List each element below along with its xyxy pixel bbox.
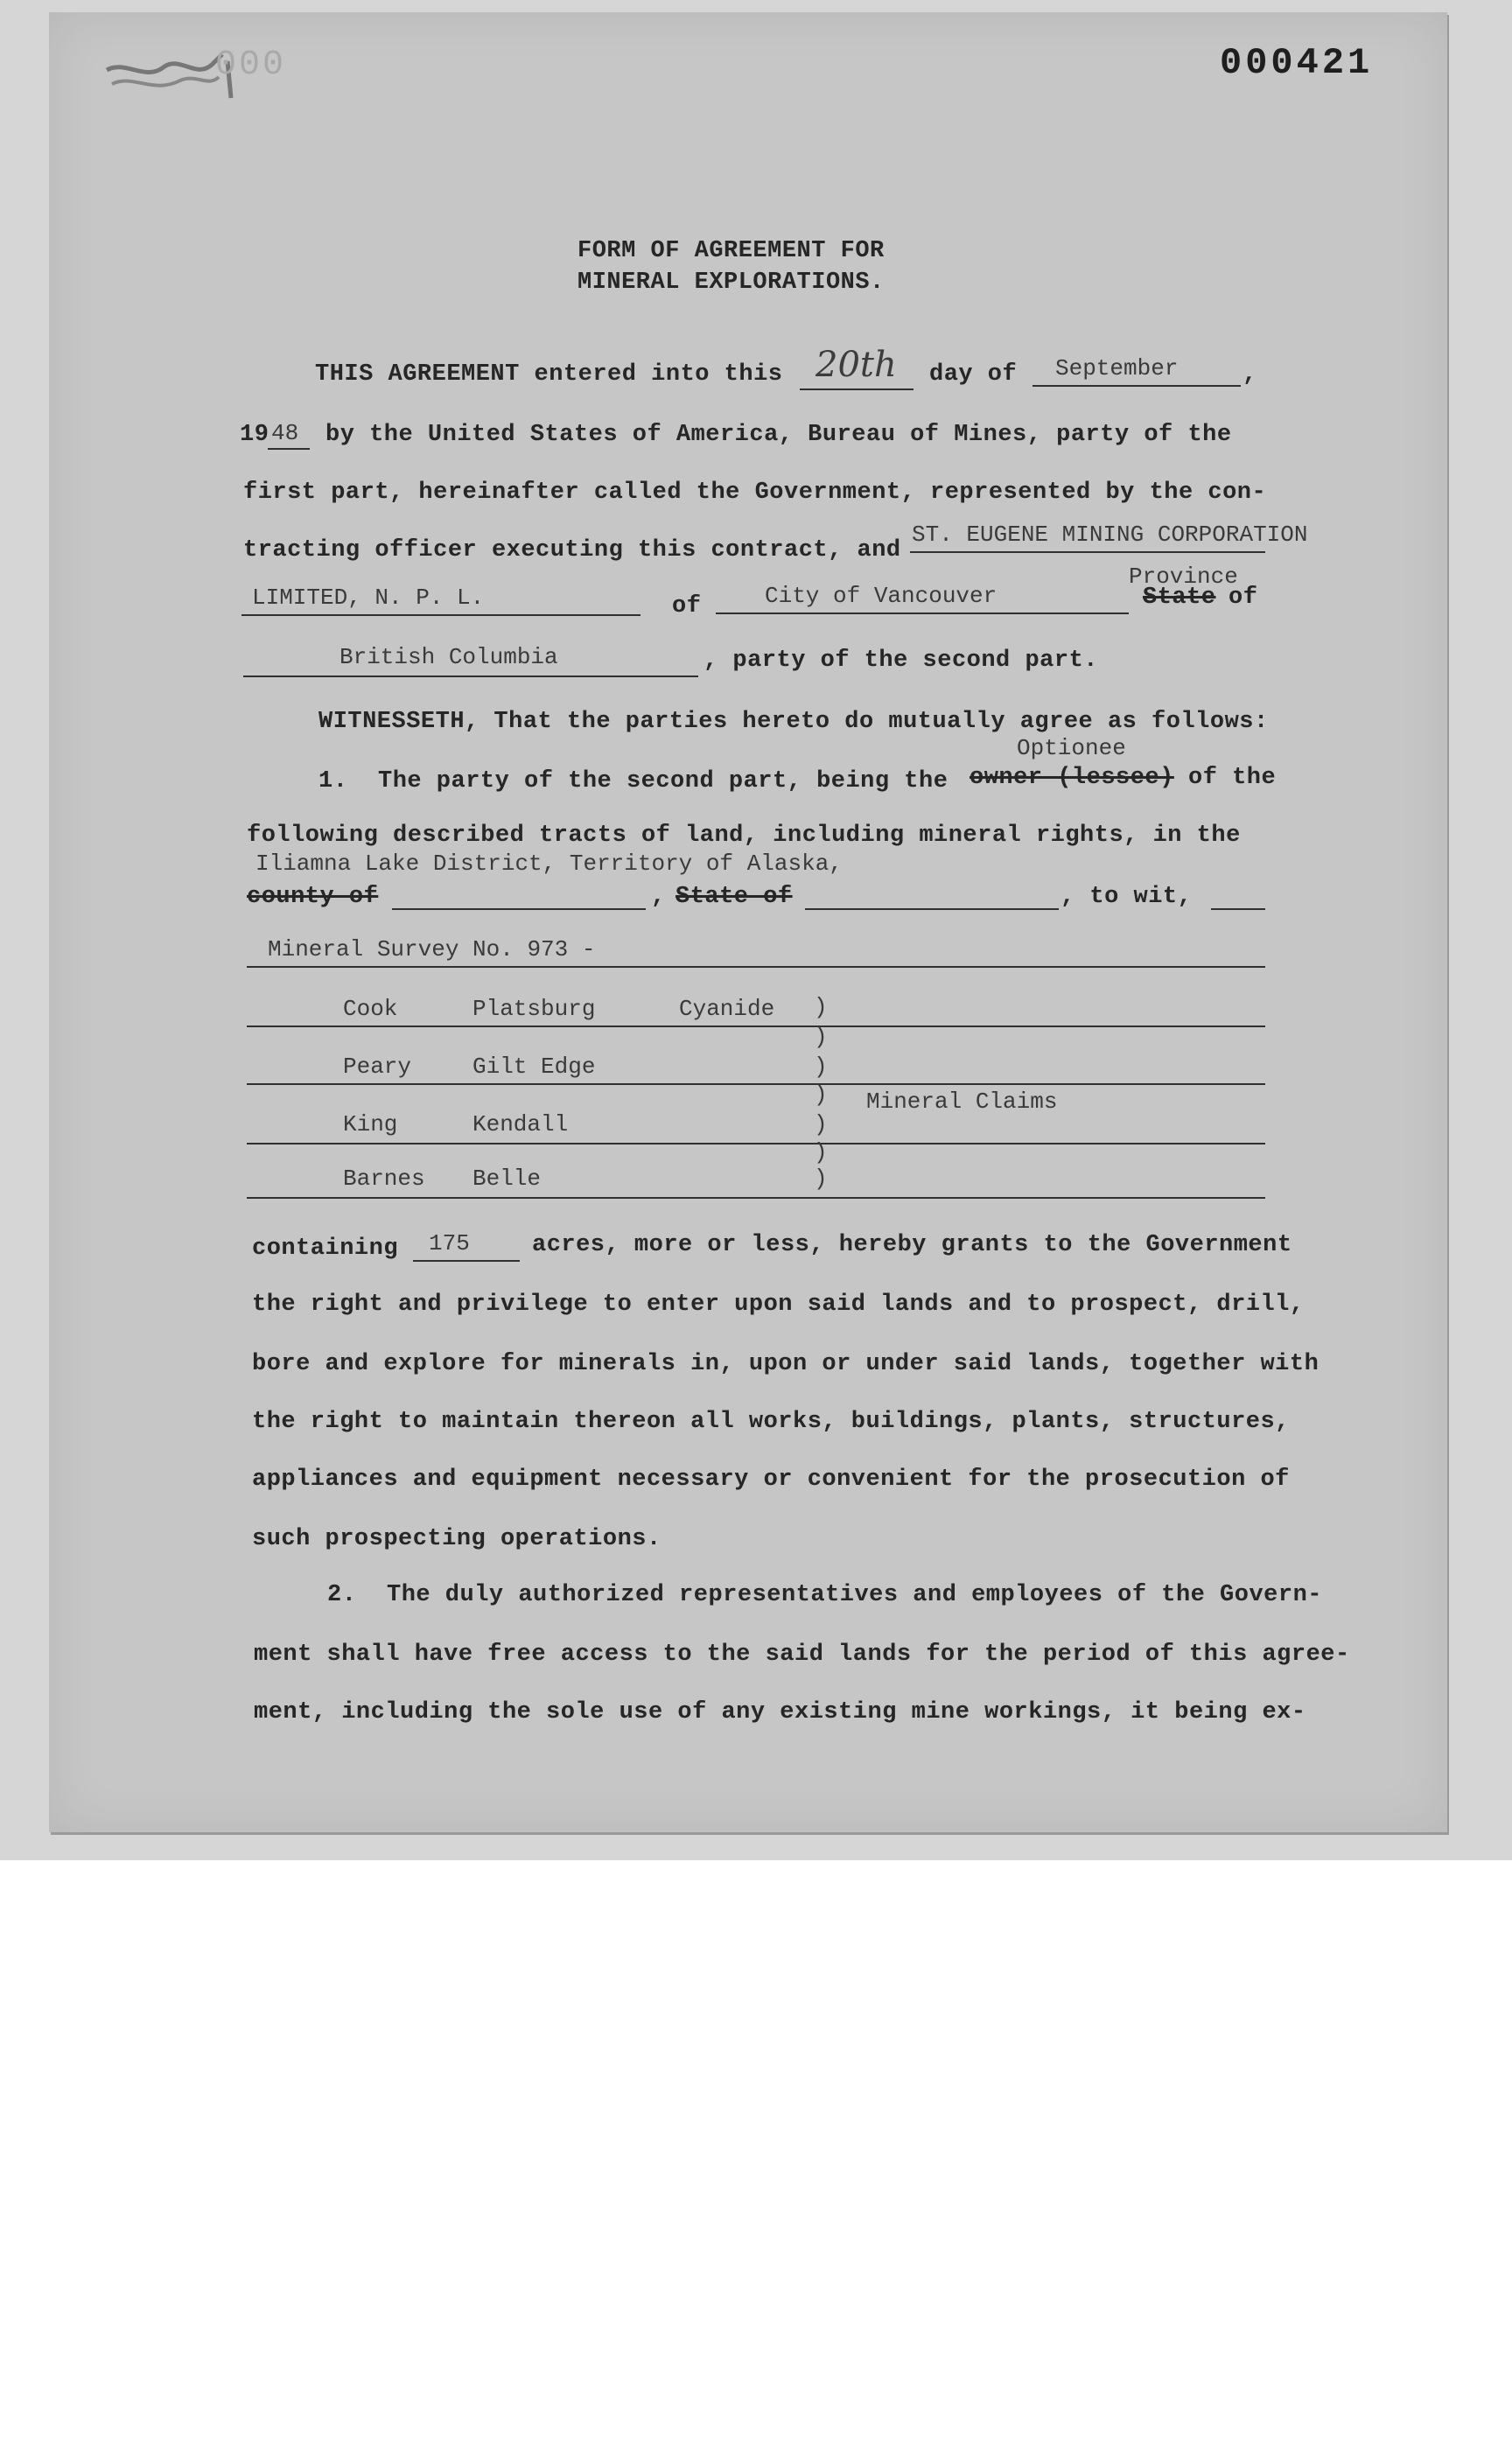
section-1-text-line-1: The party of the second part, being the <box>378 768 948 794</box>
comma: , <box>1242 361 1257 388</box>
month-underline <box>1032 385 1241 387</box>
second-party-text: , party of the second part. <box>704 648 1098 674</box>
claim-cell: Kendall <box>472 1111 569 1138</box>
city-underline <box>716 612 1129 614</box>
of-the-text: of the <box>1188 765 1277 791</box>
claim-cell: Gilt Edge <box>472 1054 596 1080</box>
province-insert: Province <box>1129 564 1238 590</box>
document-number: 000421 <box>1220 42 1374 84</box>
section-2-number: 2. <box>327 1582 357 1608</box>
title-line-2: MINERAL EXPLORATIONS. <box>578 270 885 296</box>
acres-value: 175 <box>429 1230 470 1256</box>
year-value: 48 <box>271 420 299 446</box>
county-comma: , <box>651 884 666 910</box>
section-1-body-line: such prospecting operations. <box>252 1526 662 1552</box>
witnesseth-text: WITNESSETH, That the parties hereto do mutually agree as follows: <box>318 709 1269 735</box>
claim-cell: Peary <box>343 1054 412 1080</box>
claims-row-underline <box>247 1197 1265 1199</box>
section-2-body-line: The duly authorized representatives and employees of the Govern- <box>387 1582 1322 1608</box>
title-line-1: FORM OF AGREEMENT FOR <box>578 238 885 264</box>
mineral-survey-text: Mineral Survey No. 973 - <box>268 936 596 962</box>
paren-mark: ) <box>814 994 828 1020</box>
claim-cell: King <box>343 1111 398 1138</box>
province-value: British Columbia <box>340 644 558 670</box>
section-1-body-line: acres, more or less, hereby grants to the Government <box>532 1232 1292 1258</box>
day-of-text: day of <box>929 361 1018 388</box>
day-value: 20th <box>816 345 897 385</box>
district-insert: Iliamna Lake District, Territory of Alaska, <box>256 850 843 877</box>
city-value: City of Vancouver <box>765 583 998 609</box>
optionee-insert: Optionee <box>1017 735 1126 761</box>
agreement-text-line-2: by the United States of America, Bureau of Mines, party of the <box>326 422 1232 448</box>
survey-underline <box>247 966 1265 968</box>
section-2-body-line: ment shall have free access to the said lands for the period of this agree- <box>254 1642 1350 1668</box>
paren-mark: ) <box>814 1111 828 1138</box>
section-1-body-line: bore and explore for minerals in, upon or under said lands, together with <box>252 1351 1320 1377</box>
claim-cell: Cyanide <box>679 996 775 1022</box>
party-name-line-1: ST. EUGENE MINING CORPORATION <box>912 522 1308 548</box>
acres-underline <box>413 1260 520 1262</box>
paren-mark: ) <box>814 1024 828 1050</box>
to-wit-text: , to wit, <box>1060 884 1193 910</box>
paren-mark: ) <box>814 1082 828 1108</box>
owner-struck-text: owner (lessee) <box>970 765 1174 791</box>
claim-cell: Platsburg <box>472 996 596 1022</box>
day-underline <box>800 388 914 390</box>
state-underline <box>805 908 1059 910</box>
section-1-body-line: the right to maintain thereon all works, buildings, plants, structures, <box>252 1409 1290 1435</box>
section-2-body-line: ment, including the sole use of any existing mine workings, it being ex- <box>254 1699 1306 1726</box>
agreement-text-line-3: first part, hereinafter called the Government, represented by the con- <box>243 480 1267 506</box>
section-1-text-line-2: following described tracts of land, including mineral rights, in the <box>247 822 1241 849</box>
document-page <box>49 12 1447 1832</box>
section-1-body-line: appliances and equipment necessary or convenient for the prosecution of <box>252 1466 1290 1493</box>
claims-row-underline <box>247 1026 1265 1027</box>
to-wit-underline <box>1211 908 1265 910</box>
of-text-2: of <box>1228 584 1258 611</box>
state-of-struck-text: State of <box>676 884 793 910</box>
county-underline <box>392 908 646 910</box>
section-1-number: 1. <box>318 768 348 794</box>
party-name-line-2: LIMITED, N. P. L. <box>252 584 485 611</box>
faint-stamp-number: 000 <box>215 46 287 85</box>
paren-mark: ) <box>814 1139 828 1166</box>
section-1-body-line: the right and privilege to enter upon said lands and to prospect, drill, <box>252 1292 1305 1318</box>
claim-cell: Barnes <box>343 1166 425 1192</box>
party-name-underline-1 <box>910 551 1265 553</box>
state-struck-text: State <box>1143 584 1216 611</box>
claim-cell: Cook <box>343 996 398 1022</box>
province-underline <box>243 676 698 677</box>
county-struck-text: county of <box>247 884 379 910</box>
claim-cell: Belle <box>472 1166 542 1192</box>
paren-mark: ) <box>814 1166 828 1192</box>
agreement-intro-text: THIS AGREEMENT entered into this <box>315 361 783 388</box>
agreement-text-line-4: tracting officer executing this contract, and <box>243 537 901 564</box>
claims-row-underline <box>247 1083 1265 1085</box>
year-underline <box>268 448 310 450</box>
party-name-underline-2 <box>242 614 640 616</box>
containing-text: containing <box>252 1236 399 1262</box>
of-text: of <box>672 593 702 620</box>
month-value: September <box>1055 355 1179 382</box>
mineral-claims-label: Mineral Claims <box>866 1088 1058 1115</box>
paren-mark: ) <box>814 1054 828 1080</box>
year-prefix: 19 <box>240 422 270 448</box>
claims-row-underline <box>247 1143 1265 1144</box>
